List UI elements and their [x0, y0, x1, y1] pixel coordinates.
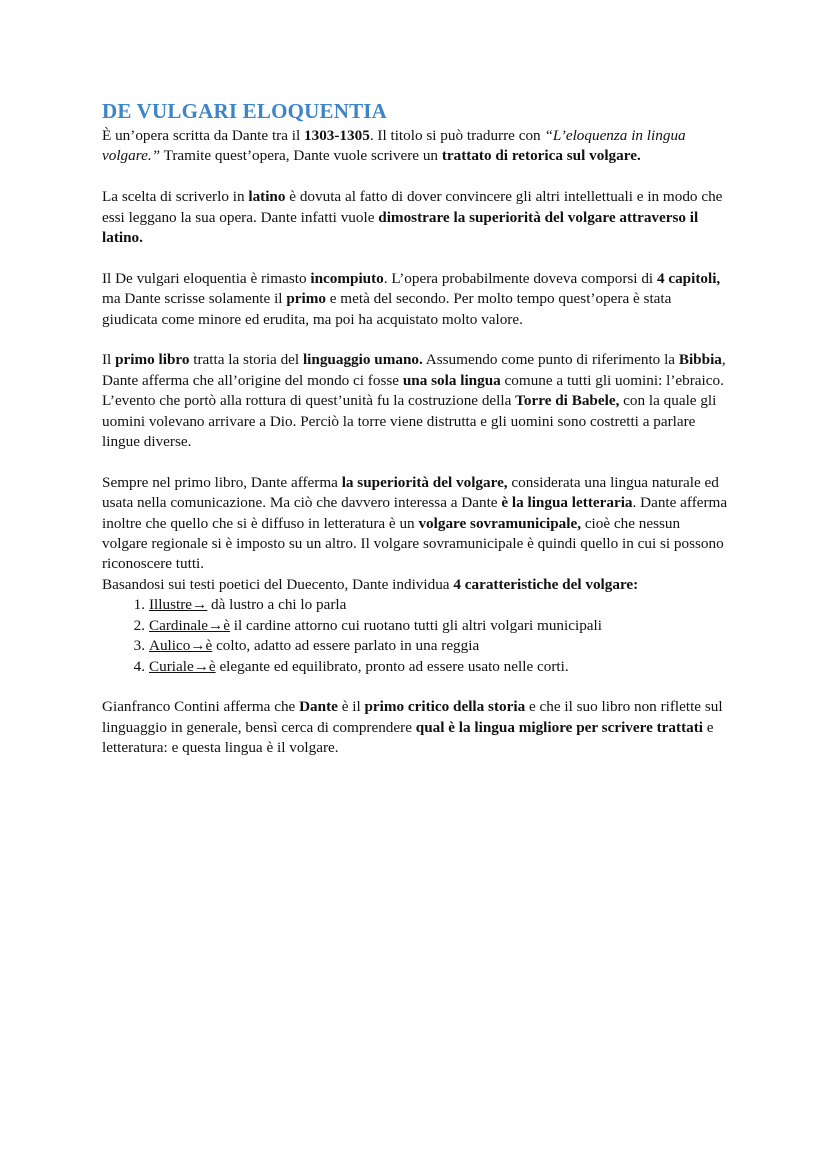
- superiority-paragraph: Sempre nel primo libro, Dante afferma la superiorità del volgare, considerata una lingua naturale ed usata nella comunicazione. Ma ciò che davvero interessa a Dante è la lingua letteraria. Dante afferma inoltre che quello che si è diffuso in letteratura è un volgare sovramunicipale, cioè che nessun volgare regionale si è imposto su un altro. Il volgare sovramunicipale è quindi quello in cui si possono riconoscere tutti.: [102, 473, 728, 573]
- first-book-bold: primo libro: [115, 351, 190, 369]
- babel-bold: Torre di Babele,: [515, 392, 620, 410]
- bible-bold: Bibbia: [678, 351, 722, 369]
- feature-term: Aulico→è: [149, 637, 213, 655]
- intro-paragraph: È un’opera scritta da Dante tra il 1303-1305. Il titolo si può tradurre con “L’eloquenza in lingua volgare.” Tramite quest’opera, Dante vuole scrivere un trattato di retorica sul volgare.: [102, 127, 686, 165]
- latino-bold: latino: [248, 188, 286, 206]
- document-title: DE VULGARI ELOQUENTIA: [102, 99, 388, 123]
- contini-paragraph: Gianfranco Contini afferma che Dante è il primo critico della storia e che il suo libro non riflette sul linguaggio in generale, bensì cerca di comprendere qual è la lingua migliore per scrivere trattati e letteratura: e questa lingua è il volgare.: [102, 698, 723, 757]
- human-language-bold: linguaggio umano.: [302, 351, 423, 369]
- primo-bold: primo: [286, 290, 326, 308]
- years-bold: 1303-1305: [304, 127, 370, 144]
- list-item: 4. Curiale→è elegante ed equilibrato, pronto ad essere usato nelle corti.: [133, 657, 569, 675]
- treatise-bold: trattato di retorica sul volgare.: [441, 147, 641, 165]
- list-item: 3. Aulico→è colto, adatto ad essere parlato in una reggia: [133, 637, 480, 655]
- document-page: [102, 98, 728, 759]
- characteristics-list: [102, 595, 728, 677]
- incompiuto-bold: incompiuto: [310, 269, 384, 287]
- translated-title-italic: “L’eloquenza in lingua volgare.”: [102, 127, 686, 165]
- sovramunicipale-bold: volgare sovramunicipale,: [418, 514, 582, 532]
- feature-term: Curiale→è: [149, 657, 216, 675]
- latin-paragraph: La scelta di scriverlo in latino è dovuta al fatto di dover convincere gli altri intellettuali e in modo che essi leggano la sua opera. Dante infatti vuole dimostrare la superiorità del volgare attraverso il latino.: [102, 188, 723, 247]
- incomplete-paragraph: Il De vulgari eloquentia è rimasto incompiuto. L’opera probabilmente doveva comporsi di 4 capitoli, ma Dante scrisse solamente il primo e metà del secondo. Per molto tempo quest’opera è stata giudicata come minore ed erudita, ma poi ha acquistato molto valore.: [102, 269, 721, 328]
- single-language-bold: una sola lingua: [402, 371, 501, 389]
- feature-term: Illustre→: [149, 596, 208, 614]
- feature-term: Cardinale→è: [149, 616, 230, 634]
- first-book-paragraph: Il primo libro tratta la storia del linguaggio umano. Assumendo come punto di riferimento la Bibbia, Dante afferma che all’origine del mondo ci fosse una sola lingua comune a tutti gli uomini: l’ebraico. L’evento che portò alla rottura di quest’unità fu la costruzione della Torre di Babele, con la quale gli uomini volevano arrivare a Dio. Perciò la torre viene distrutta e gli uomini sono costretti a parlare lingue diverse.: [102, 351, 726, 451]
- demonstrate-bold: dimostrare la superiorità del volgare attraverso il latino.: [102, 208, 699, 247]
- superiority-bold: la superiorità del volgare,: [341, 473, 508, 491]
- list-item: 1. Illustre→ dà lustro a chi lo parla: [133, 596, 347, 614]
- list-item: 2. Cardinale→è il cardine attorno cui ruotano tutti gli altri volgari municipali: [133, 616, 602, 634]
- dante-bold: Dante: [299, 698, 338, 716]
- characteristics-intro: Basandosi sui testi poetici del Duecento, Dante individua 4 caratteristiche del volgare:: [102, 575, 639, 593]
- chapters-bold: 4 capitoli,: [656, 269, 721, 287]
- first-critic-bold: primo critico della storia: [364, 698, 526, 716]
- best-language-bold: qual è la lingua migliore per scrivere trattati: [415, 718, 703, 736]
- characteristics-bold: 4 caratteristiche del volgare:: [453, 575, 639, 593]
- literary-language-bold: è la lingua letteraria: [501, 494, 633, 512]
